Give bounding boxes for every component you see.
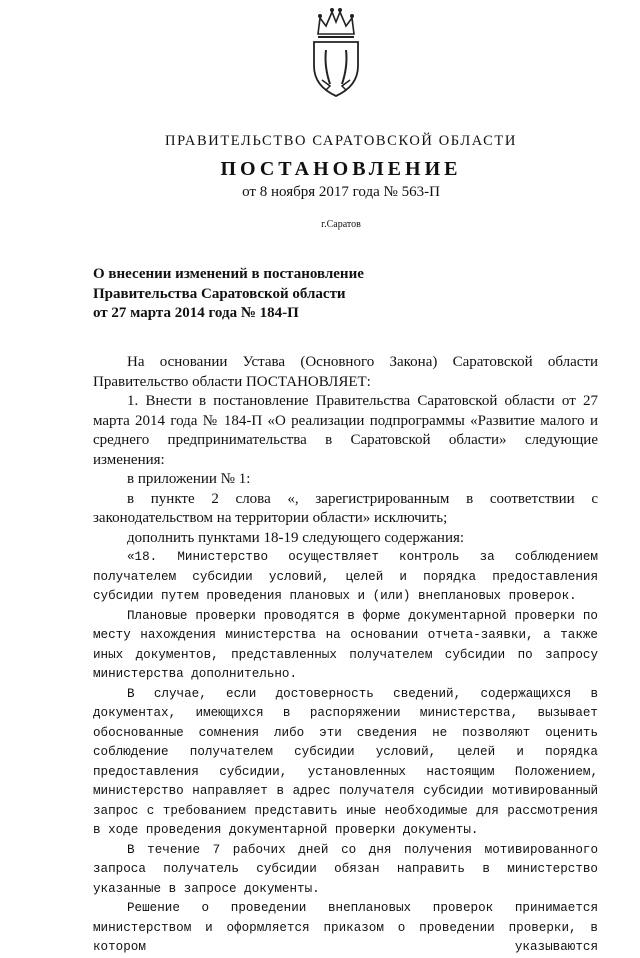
subject-line: от 27 марта 2014 года № 184-П (93, 305, 299, 321)
paragraph: «18. Министерство осуществляет контроль за соблюдением получателем субсидии условий, целей и порядка предоставления субсидии путем проведения плановых и (или) внеплановых проверок. (93, 550, 598, 603)
paragraph: Плановые проверки проводятся в форме документарной проверки по месту нахождения министерства на основании отчета-заявки, а также иных документов, представленных получателем субсидии по запросу министерства дополнительно. (93, 608, 598, 681)
paragraph: дополнить пунктами 18-19 следующего содержания: (127, 529, 465, 546)
document-type-title: ПОСТАНОВЛЕНИЕ (220, 158, 462, 180)
paragraph: в приложении № 1: (127, 471, 251, 487)
government-name: ПРАВИТЕЛЬСТВО САРАТОВСКОЙ ОБЛАСТИ (165, 133, 517, 149)
paragraph: в пункте 2 слова «, зарегистрированным в соответствии с законодательством на территории области» исключить; (93, 490, 598, 526)
document-city: г.Саратов (321, 219, 361, 230)
subject-line: Правительства Саратовской области (93, 285, 346, 302)
paragraph: На основании Устава (Основного Закона) Саратовской области Правительство области ПОСТАНОВЛЯЕТ: (93, 354, 598, 390)
paragraph: В случае, если достоверность сведений, содержащихся в документах, имеющихся в распоряжении министерства, вызывает обоснованные сомнения либо эти сведения не позволяют оценить соблюдение получателем субсидии условий, целей и порядка предоставления субсидии, установленных настоящим Положением, министерство направляет в адрес получателя субсидии мотивированный запрос с требованием представить иные необходимые для рассмотрения в ходе проведения документарной проверки документы. (93, 686, 598, 837)
coat-of-arms-emblem (296, 4, 376, 104)
paragraph: В течение 7 рабочих дней со дня получения мотивированного запроса получатель субсидии обязан направить в министерство указанные в запросе документы. (93, 842, 598, 896)
subject-line: О внесении изменений в постановление (93, 266, 364, 282)
document-date-number: от 8 ноября 2017 года № 563-П (242, 184, 440, 200)
paragraph: Решение о проведении внеплановых проверок принимается министерством и оформляется приказом о проведении проверки, в котором указываются (93, 901, 598, 954)
paragraph: 1. Внести в постановление Правительства Саратовской области от 27 марта 2014 года № 184-П «О реализации подпрограммы «Развитие малого и среднего предпринимательства в Саратовской области» следующие изменения: (93, 393, 598, 468)
document-body (93, 353, 598, 958)
document-subject (93, 265, 423, 324)
